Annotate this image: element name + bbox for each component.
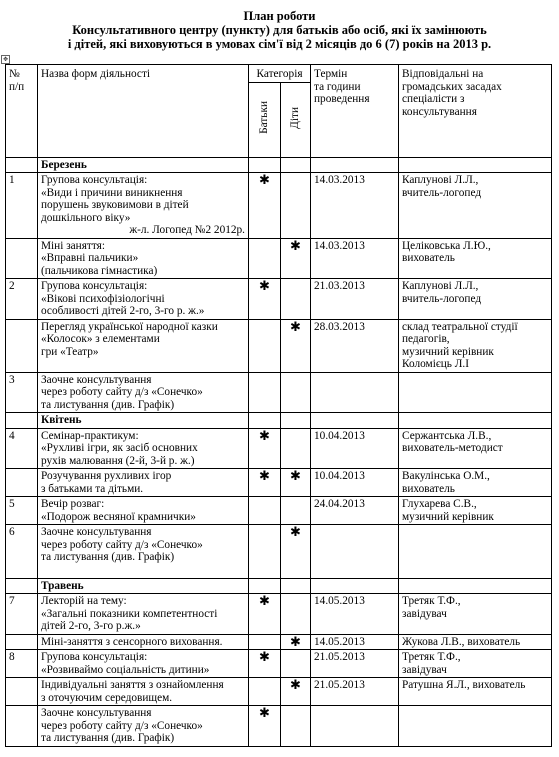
header-num: № п/п xyxy=(6,65,38,158)
table-row xyxy=(6,634,552,650)
responsible-cell: Сержантська Л.В., вихователь-методист xyxy=(399,428,552,469)
month-label: Квітень xyxy=(38,413,249,429)
children-mark: ✱ xyxy=(281,319,311,372)
date-cell: 10.04.2013 xyxy=(311,428,399,469)
parents-mark: ✱ xyxy=(249,594,281,635)
table-row: 3 Заочне консультування через роботу сайту д/з «Сонечко» та листування (див. Графік) xyxy=(6,372,552,413)
activity-text: Заочне консультування через роботу сайту д/з «Сонечко» та листування (див. Графік) xyxy=(38,525,249,579)
table-row: 4 Семінар-практикум: «Рухливі ігри, як засіб основних рухів малювання (2-й, 3-й р. ж.) ✱ 10.04.2013 Сержантська Л.В., вихователь-методист xyxy=(6,428,552,469)
table-row: 1 Групова консультація: «Види і причини виникнення порушень звуковимови в дітей дошкільного віку» ж-л. Логопед №2 2012р. ✱ 14.03.2013 Каплунові Л.Л., вчитель-логопед xyxy=(6,173,552,239)
responsible-cell: Целіковська Л.Ю., вихователь xyxy=(399,238,552,279)
date-cell: 14.03.2013 xyxy=(311,238,399,279)
table-row: 7 Лекторій на тему: «Загальні показники компетентності дітей 2-го, 3-го р.ж.» ✱ 14.05.2013 Третяк Т.Ф., завідувач xyxy=(6,594,552,635)
responsible-cell: Жукова Л.В., вихователь xyxy=(399,634,552,650)
table-move-handle-icon[interactable]: ✥ xyxy=(2,56,9,63)
responsible-cell: Вакулінська О.М., вихователь xyxy=(399,469,552,497)
responsible-cell: Каплунові Л.Л., вчитель-логопед xyxy=(399,279,552,320)
parents-mark: ✱ xyxy=(249,279,281,320)
parents-mark: ✱ xyxy=(249,428,281,469)
title-line-2: Консультативного центру (пункту) для батьків або осіб, які їх замінюють xyxy=(72,23,487,37)
activity-text: Семінар-практикум: «Рухливі ігри, як засіб основних рухів малювання (2-й, 3-й р. ж.) xyxy=(38,428,249,469)
title-line-1: План роботи xyxy=(243,9,316,23)
table-row: 6 Заочне консультування через роботу сайту д/з «Сонечко» та листування (див. Графік) ✱ xyxy=(6,525,552,579)
responsible-cell: склад театральної студії педагогів, музичний керівник Коломієць Л.І xyxy=(399,319,552,372)
table-header-row xyxy=(6,65,552,83)
responsible-cell: Каплунові Л.Л., вчитель-логопед xyxy=(399,173,552,239)
responsible-cell: Третяк Т.Ф., завідувач xyxy=(399,650,552,678)
work-plan-table xyxy=(5,64,552,747)
children-mark: ✱ xyxy=(281,238,311,279)
table-row xyxy=(6,319,552,372)
parents-mark: ✱ xyxy=(249,650,281,678)
activity-text: Групова консультація: «Вікові психофізіологічні особливості дітей 2-го, 3-го р. ж.» xyxy=(38,279,249,320)
activity-text: Міні заняття: «Вправні пальчики» (пальчикова гімнастика) xyxy=(38,238,249,279)
table-row xyxy=(6,238,552,279)
activity-text: Групова консультація: «Розвиваймо соціальність дитини» xyxy=(38,650,249,678)
date-cell: 21.05.2013 xyxy=(311,678,399,706)
children-mark: ✱ xyxy=(281,525,311,579)
parents-mark: ✱ xyxy=(249,173,281,239)
children-mark: ✱ xyxy=(281,469,311,497)
header-category: Категорія xyxy=(249,65,311,83)
month-label: Травень xyxy=(38,578,249,594)
month-row-may xyxy=(6,578,552,594)
header-term: Термін та години проведення xyxy=(311,65,399,158)
date-cell: 10.04.2013 xyxy=(311,469,399,497)
month-label: Березень xyxy=(38,157,249,173)
date-cell: 14.05.2013 xyxy=(311,634,399,650)
children-mark: ✱ xyxy=(281,678,311,706)
activity-note: ж-л. Логопед №2 2012р. xyxy=(129,224,245,236)
activity-text: Розучування рухливих ігор з батьками та дітьми. xyxy=(38,469,249,497)
date-cell: 14.05.2013 xyxy=(311,594,399,635)
date-cell: 28.03.2013 xyxy=(311,319,399,372)
children-mark: ✱ xyxy=(281,634,311,650)
header-parents: Батьки xyxy=(249,82,281,157)
title-line-3: і дітей, які виховуються в умовах сім'ї від 2 місяців до 6 (7) років на 2013 р. xyxy=(67,37,492,51)
table-row: 5 Вечір розваг: «Подорож весняної крамнички» 24.04.2013 Глухарева С.В., музичний керівник xyxy=(6,497,552,525)
table-row xyxy=(6,706,552,747)
parents-mark: ✱ xyxy=(249,706,281,747)
activity-text: Групова консультація: «Види і причини виникнення порушень звуковимови в дітей дошкільного віку» xyxy=(41,174,189,224)
activity-text: Перегляд української народної казки «Колосок» з елементами гри «Театр» xyxy=(38,319,249,372)
table-row: 8 Групова консультація: «Розвиваймо соціальність дитини» ✱ 21.05.2013 Третяк Т.Ф., завідувач xyxy=(6,650,552,678)
table-row xyxy=(6,678,552,706)
document-title xyxy=(0,9,559,51)
responsible-cell: Третяк Т.Ф., завідувач xyxy=(399,594,552,635)
table-row: 2 Групова консультація: «Вікові психофізіологічні особливості дітей 2-го, 3-го р. ж.» ✱ 21.03.2013 Каплунові Л.Л., вчитель-логопед xyxy=(6,279,552,320)
activity-text: Міні-заняття з сенсорного виховання. xyxy=(38,634,249,650)
responsible-cell: Ратушна Я.Л., вихователь xyxy=(399,678,552,706)
date-cell: 24.04.2013 xyxy=(311,497,399,525)
date-cell: 14.03.2013 xyxy=(311,173,399,239)
header-responsible: Відповідальні на громадських засадах спеціалісти з консультування xyxy=(399,65,552,158)
month-row-march xyxy=(6,157,552,173)
activity-text: Лекторій на тему: «Загальні показники компетентності дітей 2-го, 3-го р.ж.» xyxy=(38,594,249,635)
activity-text: Вечір розваг: «Подорож весняної крамнички» xyxy=(38,497,249,525)
date-cell: 21.03.2013 xyxy=(311,279,399,320)
responsible-cell: Глухарева С.В., музичний керівник xyxy=(399,497,552,525)
month-row-april xyxy=(6,413,552,429)
parents-mark: ✱ xyxy=(249,469,281,497)
table-row xyxy=(6,469,552,497)
activity-text: Індивідуальні заняття з ознайомлення з оточуючим середовищем. xyxy=(38,678,249,706)
date-cell: 21.05.2013 xyxy=(311,650,399,678)
activity-text: Заочне консультування через роботу сайту д/з «Сонечко» та листування (див. Графік) xyxy=(38,706,249,747)
header-form: Назва форм діяльності xyxy=(38,65,249,158)
header-children: Діти xyxy=(281,82,311,157)
activity-text: Заочне консультування через роботу сайту д/з «Сонечко» та листування (див. Графік) xyxy=(38,372,249,413)
